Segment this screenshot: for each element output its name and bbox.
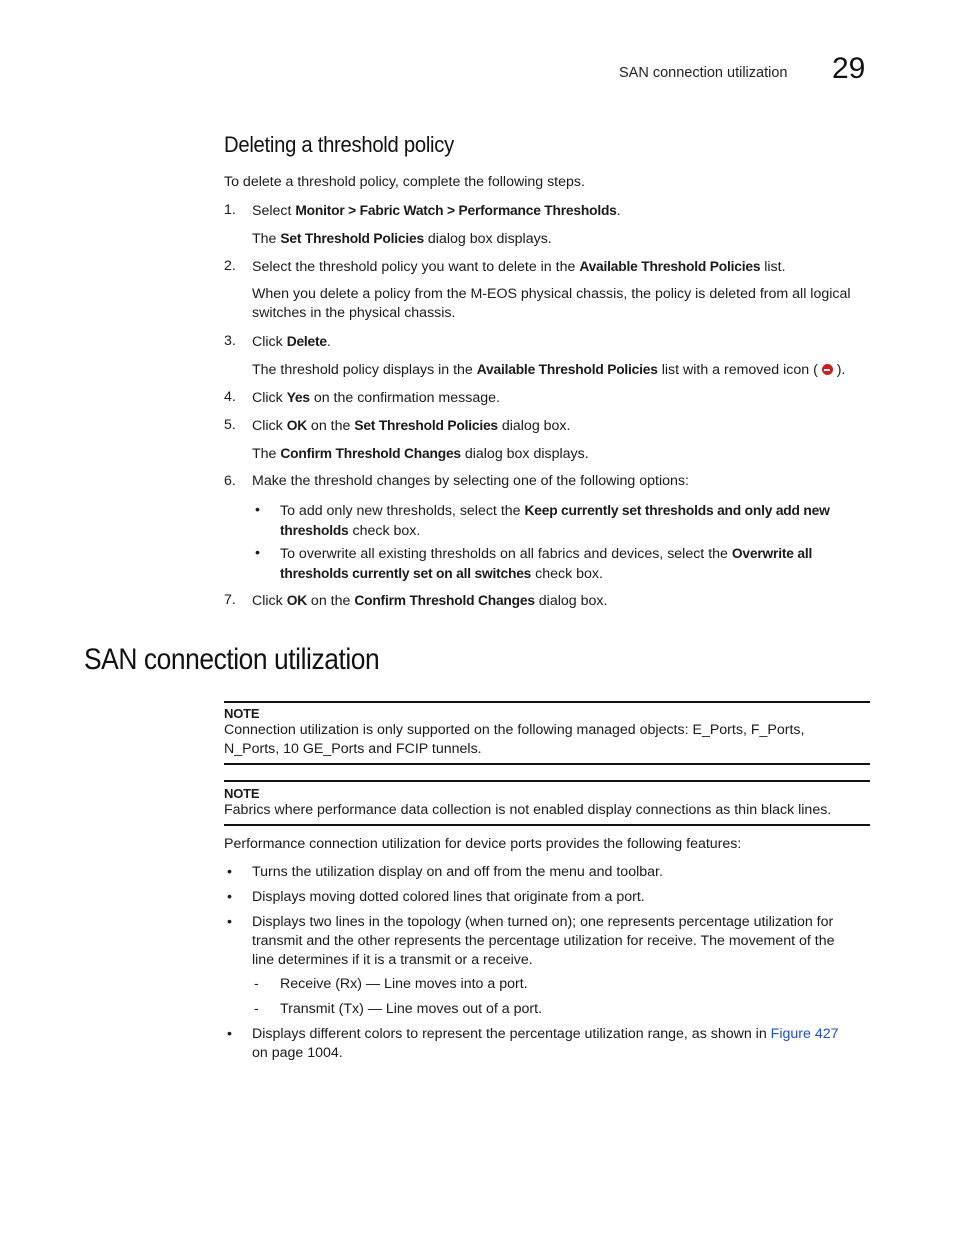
sub-item-receive: Receive (Rx) — Line moves into a port. <box>280 976 528 992</box>
option-keep-thresholds: To add only new thresholds, select the Keep currently set thresholds and only add new thresholds check box. <box>280 503 830 539</box>
step-2-note: When you delete a policy from the M-EOS physical chassis, the policy is deleted from all logical switches in the physical chassis. <box>252 286 851 321</box>
feature-item: Displays two lines in the topology (when turned on); one represents percentage utilization for transmit and the other represents the percentage utilization for receive. The movement of the line determines if it is a transmit or a receive. <box>252 914 835 968</box>
note-top-rule <box>224 780 870 782</box>
step-5-result: The Confirm Threshold Changes dialog box displays. <box>252 446 589 462</box>
step-number: 6. <box>224 473 236 489</box>
note-text: Fabrics where performance data collection is not enabled display connections as thin black lines. <box>224 802 832 818</box>
feature-item: Displays different colors to represent the percentage utilization range, as shown in Figure 427 on page 1004. <box>252 1026 839 1061</box>
section-heading-san-connection-utilization: SAN connection utilization <box>84 643 380 676</box>
option-overwrite-thresholds: To overwrite all existing thresholds on all fabrics and devices, select the Overwrite all thresholds currently set on all switches check box. <box>280 546 813 582</box>
note-text: Connection utilization is only supported on the following managed objects: E_Ports, F_Ports, N_Ports, 10 GE_Ports and FCIP tunnels. <box>224 722 805 757</box>
dash-marker: - <box>254 976 259 992</box>
step-number: 7. <box>224 592 236 608</box>
intro-paragraph: To delete a threshold policy, complete the following steps. <box>224 174 585 190</box>
figure-link[interactable]: Figure 427 <box>770 1026 839 1042</box>
step-number: 5. <box>224 417 236 433</box>
note-bottom-rule <box>224 824 870 826</box>
note-label: NOTE <box>224 706 260 721</box>
features-intro: Performance connection utilization for device ports provides the following features: <box>224 836 742 852</box>
bullet-icon: • <box>255 545 260 561</box>
menu-path: Monitor > Fabric Watch > Performance Thresholds <box>295 203 617 218</box>
section-heading-deleting-threshold-policy: Deleting a threshold policy <box>224 132 454 157</box>
bullet-icon: • <box>227 1026 232 1042</box>
bullet-icon: • <box>227 864 232 880</box>
step-number: 2. <box>224 258 236 274</box>
note-bottom-rule <box>224 763 870 765</box>
dash-marker: - <box>254 1001 259 1017</box>
feature-item: Displays moving dotted colored lines that originate from a port. <box>252 889 645 905</box>
step-number: 3. <box>224 333 236 349</box>
chapter-number: 29 <box>832 52 866 85</box>
note-top-rule <box>224 701 870 703</box>
feature-item: Turns the utilization display on and off from the menu and toolbar. <box>252 864 663 880</box>
step-1-result: The Set Threshold Policies dialog box displays. <box>252 231 552 247</box>
bullet-icon: • <box>227 914 232 930</box>
note-label: NOTE <box>224 786 260 801</box>
removed-icon <box>822 364 833 375</box>
running-header-section: SAN connection utilization <box>619 65 788 81</box>
bullet-icon: • <box>227 889 232 905</box>
step-number: 4. <box>224 389 236 405</box>
sub-item-transmit: Transmit (Tx) — Line moves out of a port. <box>280 1001 543 1017</box>
bullet-icon: • <box>255 502 260 518</box>
step-3-result: The threshold policy displays in the Available Threshold Policies list with a removed icon ( ). <box>252 362 846 378</box>
step-number: 1. <box>224 202 236 218</box>
